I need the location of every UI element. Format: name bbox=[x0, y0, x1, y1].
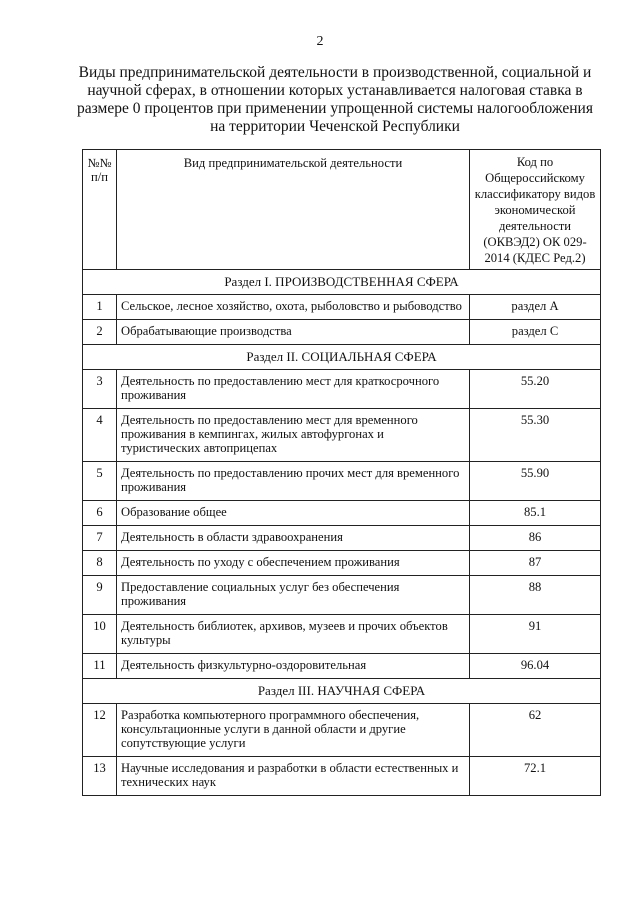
okved-code: раздел А bbox=[470, 295, 601, 320]
page-number: 2 bbox=[316, 34, 324, 49]
activity-name: Деятельность в области здравоохранения bbox=[117, 526, 470, 551]
activities-table bbox=[82, 149, 601, 796]
row-number: 7 bbox=[83, 526, 117, 551]
activity-name: Образование общее bbox=[117, 501, 470, 526]
activity-name: Деятельность физкультурно-оздоровительная bbox=[117, 654, 470, 679]
okved-code: 55.20 bbox=[470, 370, 601, 409]
okved-code: 55.90 bbox=[470, 462, 601, 501]
okved-code: 91 bbox=[470, 615, 601, 654]
okved-code: 55.30 bbox=[470, 409, 601, 462]
table-row bbox=[83, 615, 601, 654]
table-row bbox=[83, 501, 601, 526]
section-row bbox=[83, 679, 601, 704]
okved-code: 72.1 bbox=[470, 757, 601, 796]
okved-code: 85.1 bbox=[470, 501, 601, 526]
table-row bbox=[83, 757, 601, 796]
activity-name: Деятельность по предоставлению прочих мест для временного проживания bbox=[117, 462, 470, 501]
section-title: Раздел I. ПРОИЗВОДСТВЕННАЯ СФЕРА bbox=[83, 270, 601, 295]
activity-name: Деятельность по предоставлению мест для временного проживания в кемпингах, жилых автофургонах и туристических автоприцепах bbox=[117, 409, 470, 462]
section-title: Раздел III. НАУЧНАЯ СФЕРА bbox=[83, 679, 601, 704]
row-number: 8 bbox=[83, 551, 117, 576]
document-title: Виды предпринимательской деятельности в производственной, социальной и научной сферах, в отношении которых устанавливается налоговая ставка в размере 0 процентов при применении упрощенной системы налогообложения на территории Чеченской Республики bbox=[77, 64, 593, 135]
row-number: 11 bbox=[83, 654, 117, 679]
okved-code: 86 bbox=[470, 526, 601, 551]
okved-code: 62 bbox=[470, 704, 601, 757]
activity-name: Научные исследования и разработки в области естественных и технических наук bbox=[117, 757, 470, 796]
table-row bbox=[83, 370, 601, 409]
activity-name: Предоставление социальных услуг без обеспечения проживания bbox=[117, 576, 470, 615]
activity-name: Обрабатывающие производства bbox=[117, 320, 470, 345]
okved-code: раздел С bbox=[470, 320, 601, 345]
row-number: 1 bbox=[83, 295, 117, 320]
table-row bbox=[83, 409, 601, 462]
row-number: 13 bbox=[83, 757, 117, 796]
table-row bbox=[83, 576, 601, 615]
header-num: №№ п/п bbox=[83, 150, 117, 270]
section-row bbox=[83, 345, 601, 370]
activity-name: Деятельность по предоставлению мест для краткосрочного проживания bbox=[117, 370, 470, 409]
header-okved-code: Код по Общероссийскому классификатору видов экономической деятельности (ОКВЭД2) ОК 029-2014 (КДЕС Ред.2) bbox=[470, 150, 601, 270]
row-number: 3 bbox=[83, 370, 117, 409]
table-header-row bbox=[83, 150, 601, 270]
table-row bbox=[83, 462, 601, 501]
row-number: 12 bbox=[83, 704, 117, 757]
activity-name: Деятельность библиотек, архивов, музеев и прочих объектов культуры bbox=[117, 615, 470, 654]
row-number: 2 bbox=[83, 320, 117, 345]
row-number: 6 bbox=[83, 501, 117, 526]
table-row bbox=[83, 526, 601, 551]
section-row bbox=[83, 270, 601, 295]
table-row bbox=[83, 654, 601, 679]
row-number: 5 bbox=[83, 462, 117, 501]
activity-name: Разработка компьютерного программного обеспечения, консультационные услуги в данной области и другие сопутствующие услуги bbox=[117, 704, 470, 757]
row-number: 10 bbox=[83, 615, 117, 654]
okved-code: 96.04 bbox=[470, 654, 601, 679]
okved-code: 87 bbox=[470, 551, 601, 576]
table-row bbox=[83, 551, 601, 576]
section-title: Раздел II. СОЦИАЛЬНАЯ СФЕРА bbox=[83, 345, 601, 370]
row-number: 4 bbox=[83, 409, 117, 462]
header-activity: Вид предпринимательской деятельности bbox=[117, 150, 470, 270]
table-row bbox=[83, 295, 601, 320]
activity-name: Деятельность по уходу с обеспечением проживания bbox=[117, 551, 470, 576]
table-row bbox=[83, 320, 601, 345]
row-number: 9 bbox=[83, 576, 117, 615]
okved-code: 88 bbox=[470, 576, 601, 615]
activity-name: Сельское, лесное хозяйство, охота, рыболовство и рыбоводство bbox=[117, 295, 470, 320]
table-row bbox=[83, 704, 601, 757]
